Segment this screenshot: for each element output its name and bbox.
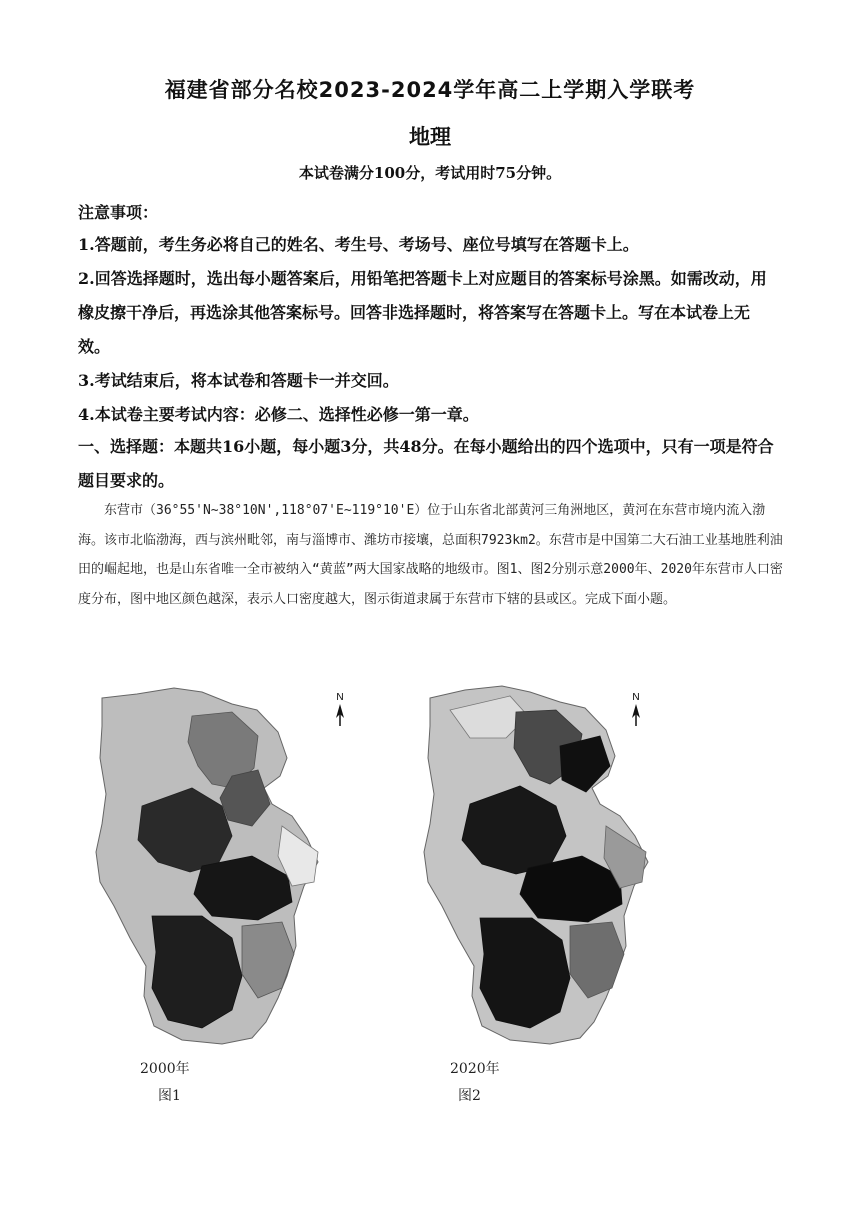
note-item: 1.答题前，考生务必将自己的姓名、考生号、考场号、座位号填写在答题卡上。: [78, 235, 639, 254]
notes-heading: 注意事项：: [78, 203, 159, 222]
svg-text:N: N: [336, 692, 344, 703]
note-item: 2.回答选择题时，选出每小题答案后，用铅笔把答题卡上对应题目的答案标号涂黑。如需改动，用橡皮擦干净后，再选涂其他答案标号。回答非选择题时，将答案写在答题卡上。写在本试卷上无效。: [78, 269, 767, 356]
exam-title: 福建省部分名校2023-2024学年高二上学期入学联考: [164, 78, 696, 102]
note-item: 4.本试卷主要考试内容：必修二、选择性必修一第一章。: [78, 405, 479, 424]
north-arrow-icon: [632, 692, 640, 726]
note-item: 3.考试结束后，将本试卷和答题卡一并交回。: [78, 371, 399, 390]
figure-2-label: 图2: [458, 1088, 481, 1104]
north-arrow-icon: [336, 692, 344, 726]
population-map-2020: [410, 676, 710, 1056]
figure-1-label: 图1: [158, 1088, 181, 1104]
figure-1-year: 2000年: [140, 1061, 190, 1077]
section-heading: 一、选择题：本题共16小题，每小题3分，共48分。在每小题给出的四个选项中，只有一项是符合题目要求的。: [78, 437, 774, 490]
figure-2-year: 2020年: [450, 1061, 500, 1077]
exam-meta: 本试卷满分100分，考试用时75分钟。: [298, 164, 562, 182]
question-passage: 东营市（36°55'N~38°10N',118°07'E~119°10'E）位于山东省北部黄河三角洲地区，黄河在东营市境内流入渤海。该市北临渤海，西与滨州毗邻，南与淄博市、潍坊市接壤，总面积7923km2。东营市是中国第二大石油工业基地胜利油田的崛起地，也是山东省唯一全市被纳入“黄蓝”两大国家战略的地级市。图1、图2分别示意2000年、2020年东营市人口密度分布，图中地区颜色越深，表示人口密度越大，图示街道隶属于东营市下辖的县或区。完成下面小题。: [78, 503, 783, 607]
svg-text:N: N: [632, 692, 640, 703]
exam-subject: 地理: [409, 125, 451, 149]
population-map-2000: [82, 676, 382, 1056]
